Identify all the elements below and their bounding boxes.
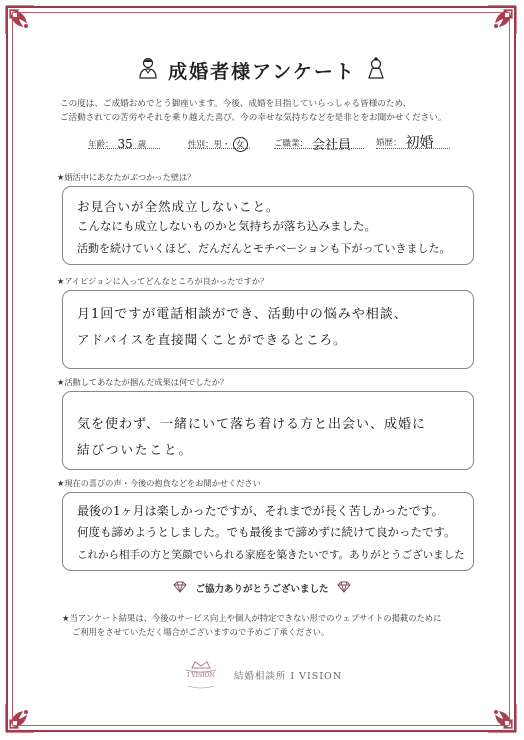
answer-line: 結びついたこと。 xyxy=(77,442,194,457)
intro-line: ご活動されての苦労やそれを乗り越えた喜び、今の幸せな気持ちなどを是非とをお聞かせください。 xyxy=(60,113,447,123)
job-field xyxy=(274,133,351,153)
bride-icon xyxy=(366,57,386,83)
agency-name: 結婚相談所 I VISION xyxy=(233,671,343,682)
answer-line: アドバイスを直接聞くことができるところ。 xyxy=(77,332,347,347)
gender-value-circled: 女 xyxy=(233,137,248,152)
privacy-note xyxy=(62,611,474,639)
gender-underline xyxy=(188,148,250,150)
age-label: 年齢： xyxy=(88,140,114,150)
job-label: ご職業： xyxy=(274,139,309,149)
answer-line: これから相手の方と笑顔でいられる家庭を築きたいです。ありがとうございました xyxy=(77,549,465,561)
gender-field xyxy=(188,134,248,154)
answer-box xyxy=(62,290,474,369)
corner-ornament-icon xyxy=(4,694,44,734)
answer-box xyxy=(62,186,474,265)
age-value: 35 xyxy=(117,137,133,151)
marriage-value: 初婚 xyxy=(405,135,434,151)
note-line: ★当アンケート結果は、今後のサービス向上や個人が特定できない形でのウェブサイトの掲載のために xyxy=(62,613,442,623)
marriage-underline xyxy=(376,148,450,150)
corner-ornament-icon xyxy=(478,694,518,734)
question-label: ★婚活中にあなたがぶつかった壁は？ xyxy=(57,172,196,182)
thanks-text: ご協力ありがとうございました xyxy=(195,583,329,595)
answer-line: お見合いが全然成立しないこと。 xyxy=(77,199,280,214)
thanks-row xyxy=(0,578,524,597)
answer-line: こんなにも成立しないものかと気持ちが落ち込みました。 xyxy=(77,219,376,233)
corner-ornament-icon xyxy=(4,4,44,44)
groom-icon xyxy=(138,57,158,83)
question-label: ★活動してあなたが掴んだ成果は何でしたか？ xyxy=(57,377,229,387)
age-underline xyxy=(88,148,160,150)
intro-text xyxy=(60,97,480,125)
logo-text: I VISION xyxy=(187,672,215,679)
diamond-icon xyxy=(337,578,351,597)
page-title: 成婚者様アンケート xyxy=(168,60,356,83)
title-row xyxy=(0,55,524,85)
age-field xyxy=(88,134,146,154)
answer-line: 気を使わず、一緒にいて落ち着ける方と出会い、成婚に xyxy=(77,417,426,432)
answer-line: 月1回ですが電話相談ができ、活動中の悩みや相談、 xyxy=(77,307,408,322)
diamond-icon xyxy=(173,578,187,597)
corner-ornament-icon xyxy=(478,4,518,44)
answer-line: 何度も諦めようとしました。でも最後まで諦めずに続けて良かったです。 xyxy=(77,525,456,539)
job-underline xyxy=(274,148,364,150)
footer xyxy=(0,658,524,692)
marriage-label: 婚歴： xyxy=(376,138,402,148)
ivision-logo xyxy=(182,658,220,692)
answer-box xyxy=(62,492,474,571)
answer-box xyxy=(62,391,474,470)
age-unit: 歳 xyxy=(137,140,147,150)
gender-label: 性別：男・ xyxy=(188,140,231,150)
answer-line: 活動を続けていくほど、だんだんとモチベーションも下がっていきました。 xyxy=(77,242,451,255)
answer-line: 最後の1ヶ月は楽しかったですが、それまでが長く苦しかったです。 xyxy=(77,504,444,518)
note-line: ご利用をさせていただく場合がございますので予めご了承ください。 xyxy=(72,627,330,637)
job-value: 会社員 xyxy=(312,137,352,153)
intro-line: この度は、ご成婚おめでとう御座います。今後、成婚を目指していらっしゃる皆様のため、 xyxy=(60,99,412,109)
question-label: ★アイビジョンに入ってどんなところが良かったですか？ xyxy=(57,276,269,286)
question-label: ★現在の喜びの声・今後の抱負などをお聞かせください xyxy=(57,478,261,488)
